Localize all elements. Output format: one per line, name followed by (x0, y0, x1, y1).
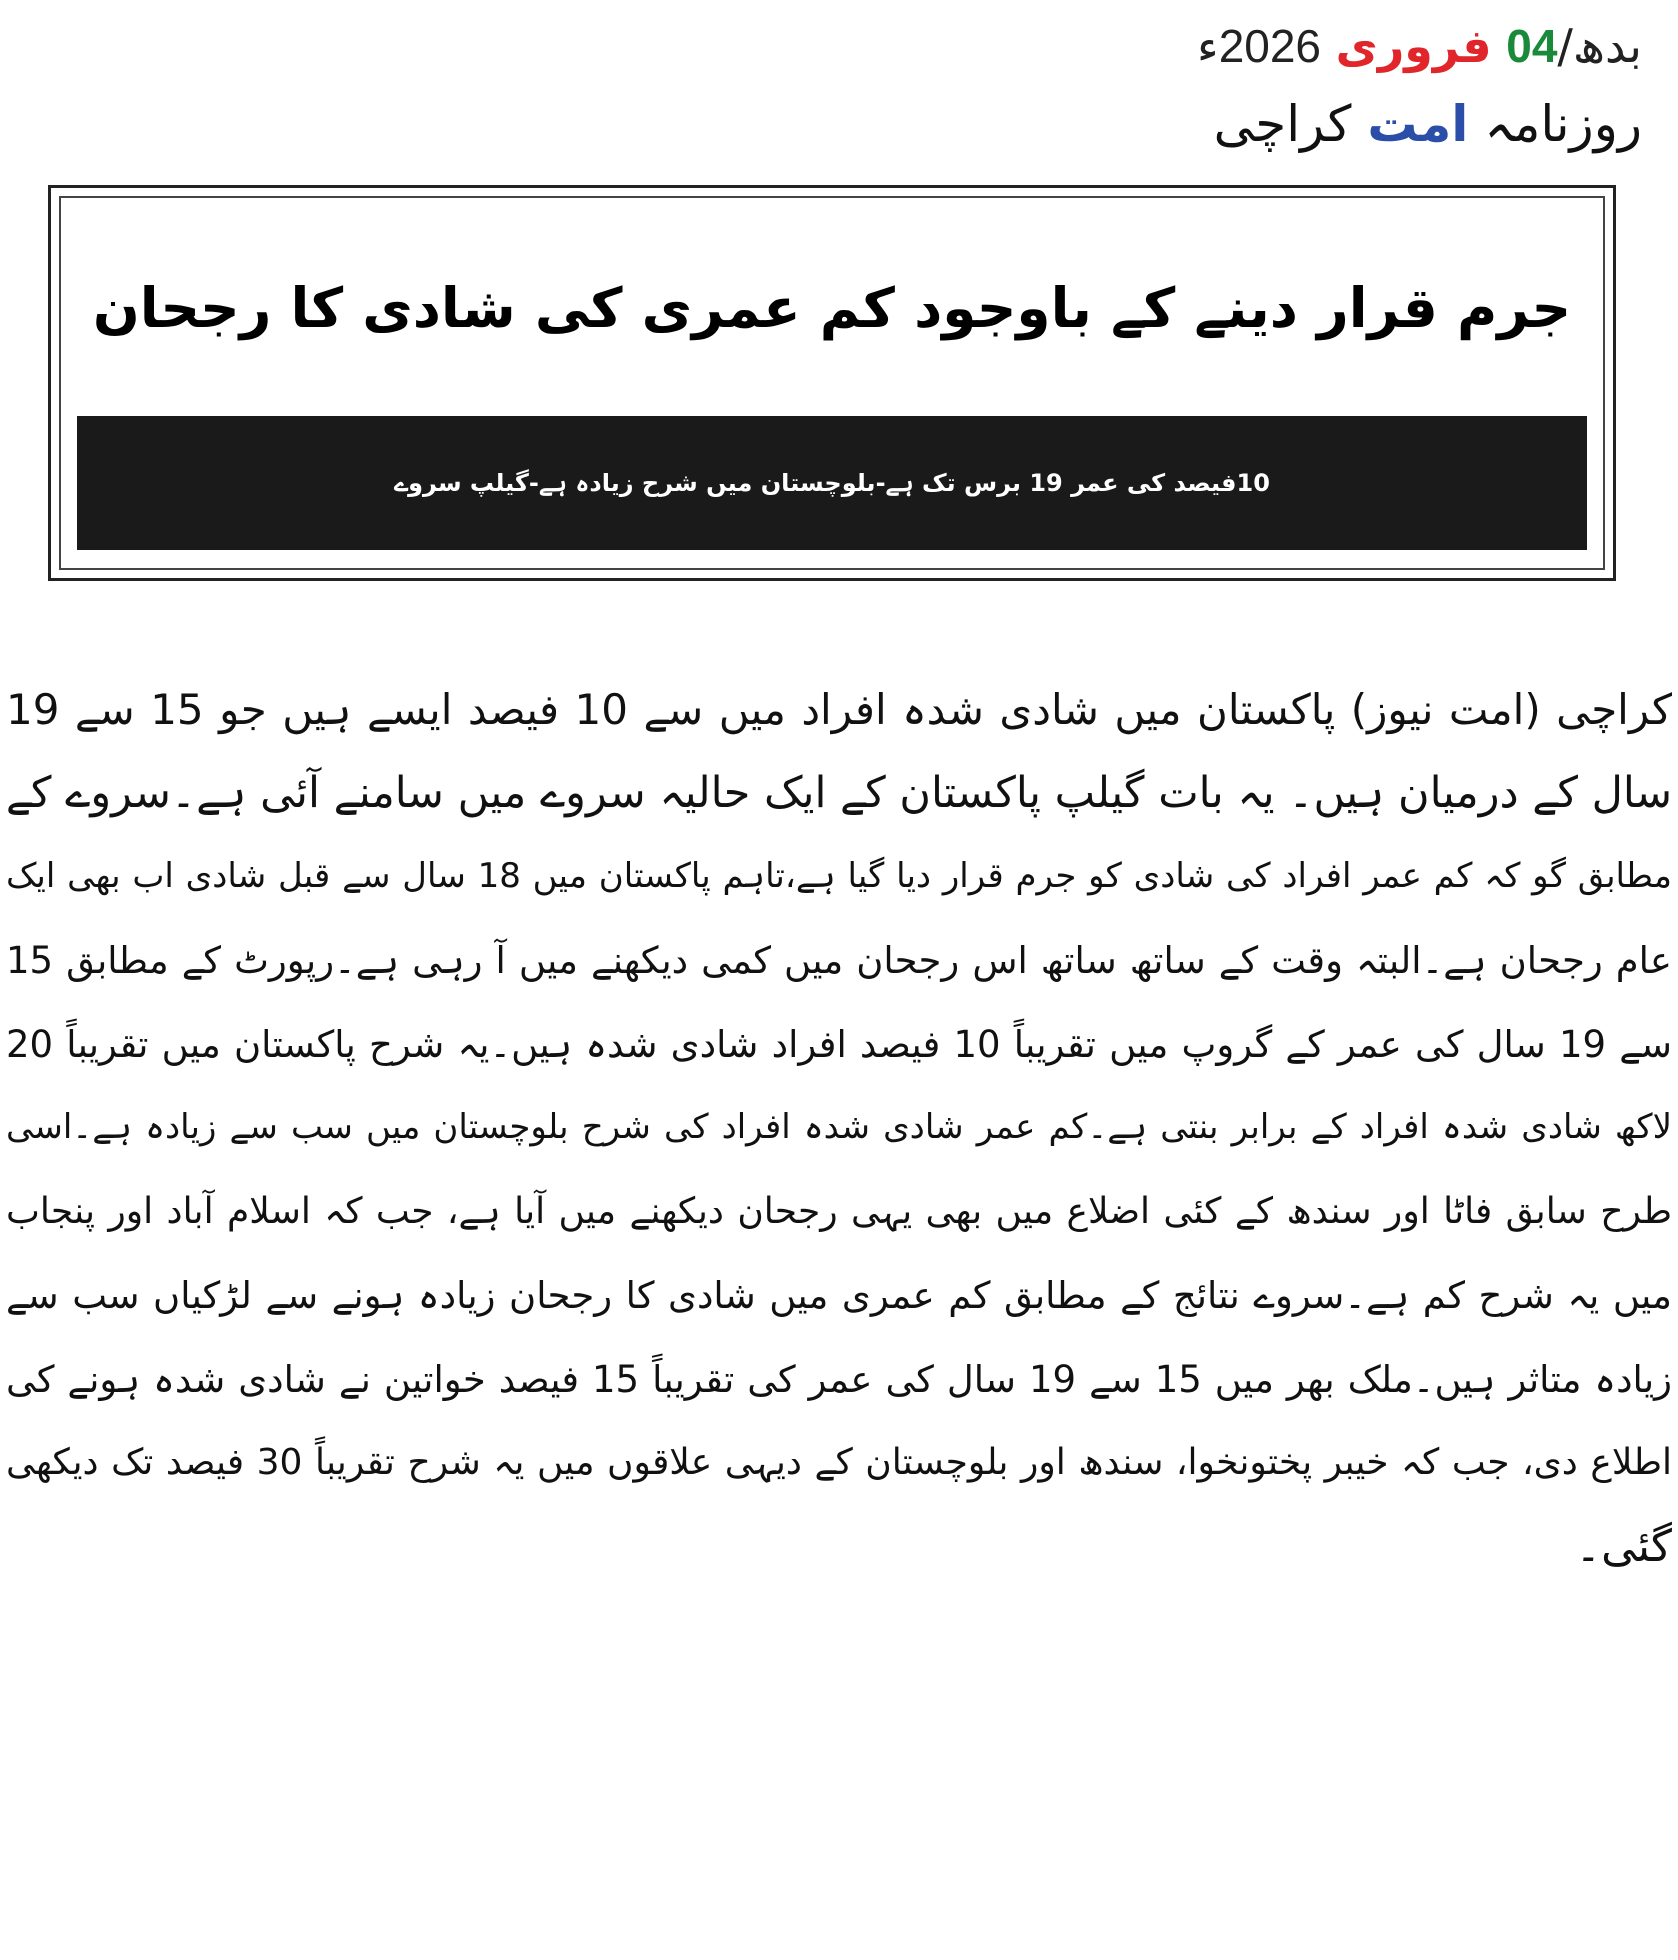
article-line: سے 19 سال کی عمر کے گروپ میں تقریباً 10 فیصد افراد شادی شدہ ہیں۔یہ شرح پاکستان میں تقریباً 20 (6, 1022, 1672, 1066)
newspaper-brand: امت (1367, 95, 1469, 153)
article-line: سال کے درمیان ہیں۔ یہ بات گیلپ پاکستان کے ایک حالیہ سروے میں سامنے آئی ہے۔سروے کے (6, 767, 1672, 818)
dateline-year: 2026 (1218, 20, 1322, 72)
article-line: مطابق گو کہ کم عمر افراد کی شادی کو جرم قرار دیا گیا ہے،تاہم پاکستان میں 18 سال سے قبل شادی اب بھی ایک (6, 856, 1672, 897)
newspaper-name (1214, 92, 1642, 156)
article-line: عام رجحان ہے۔البتہ وقت کے ساتھ ساتھ اس رجحان میں کمی دیکھنے میں آ رہی ہے۔رپورٹ کے مطابق 15 (6, 939, 1672, 983)
headline-inner-frame (59, 196, 1605, 570)
article-line: طرح سابق فاٹا اور سندھ کے کئی اضلاع میں بھی یہی رجحان دیکھنے میں آیا ہے، جب کہ اسلام آباد اور پنجاب (6, 1191, 1672, 1233)
dateline-month: فروری (1335, 19, 1492, 73)
article-line: اطلاع دی، جب کہ خیبر پختونخوا، سندھ اور بلوچستان کے دیہی علاقوں میں یہ شرح تقریباً 30 فیصد تک دیکھی (6, 1442, 1672, 1484)
newspaper-prefix: روزنامہ (1484, 95, 1642, 153)
article-body (6, 668, 1672, 1589)
article-line: کراچی (امت نیوز) پاکستان میں شادی شدہ افراد میں سے 10 فیصد ایسے ہیں جو 15 سے 19 (6, 685, 1672, 734)
article-line: زیادہ متاثر ہیں۔ملک بھر میں 15 سے 19 سال کی عمر کی تقریباً 15 فیصد خواتین نے شادی شدہ ہونے کی (6, 1357, 1672, 1401)
article-line: گئی۔ (1575, 1520, 1672, 1572)
dateline-era: ء (1197, 19, 1219, 73)
headline-box (48, 185, 1616, 581)
article-line: میں یہ شرح کم ہے۔سروے نتائج کے مطابق کم عمری میں شادی کا رجحان زیادہ ہونے سے لڑکیاں سب سے (6, 1273, 1672, 1317)
headline-subhead: 10فیصد کی عمر 19 برس تک ہے-بلوچستان میں شرح زیادہ ہے-گیلپ سروے (77, 416, 1587, 550)
newspaper-city: کراچی (1213, 95, 1352, 153)
dateline-separator: / (1557, 19, 1573, 73)
dateline-day: بدھ (1572, 19, 1642, 73)
dateline (1197, 18, 1642, 74)
article-line: لاکھ شادی شدہ افراد کے برابر بنتی ہے۔کم عمر شادی شدہ افراد کی شرح بلوچستان میں سب سے زیادہ ہے۔اسی (6, 1107, 1672, 1148)
headline-title: جرم قرار دینے کے باوجود کم عمری کی شادی کا رجحان (92, 276, 1572, 340)
dateline-day-number: 04 (1506, 20, 1558, 72)
